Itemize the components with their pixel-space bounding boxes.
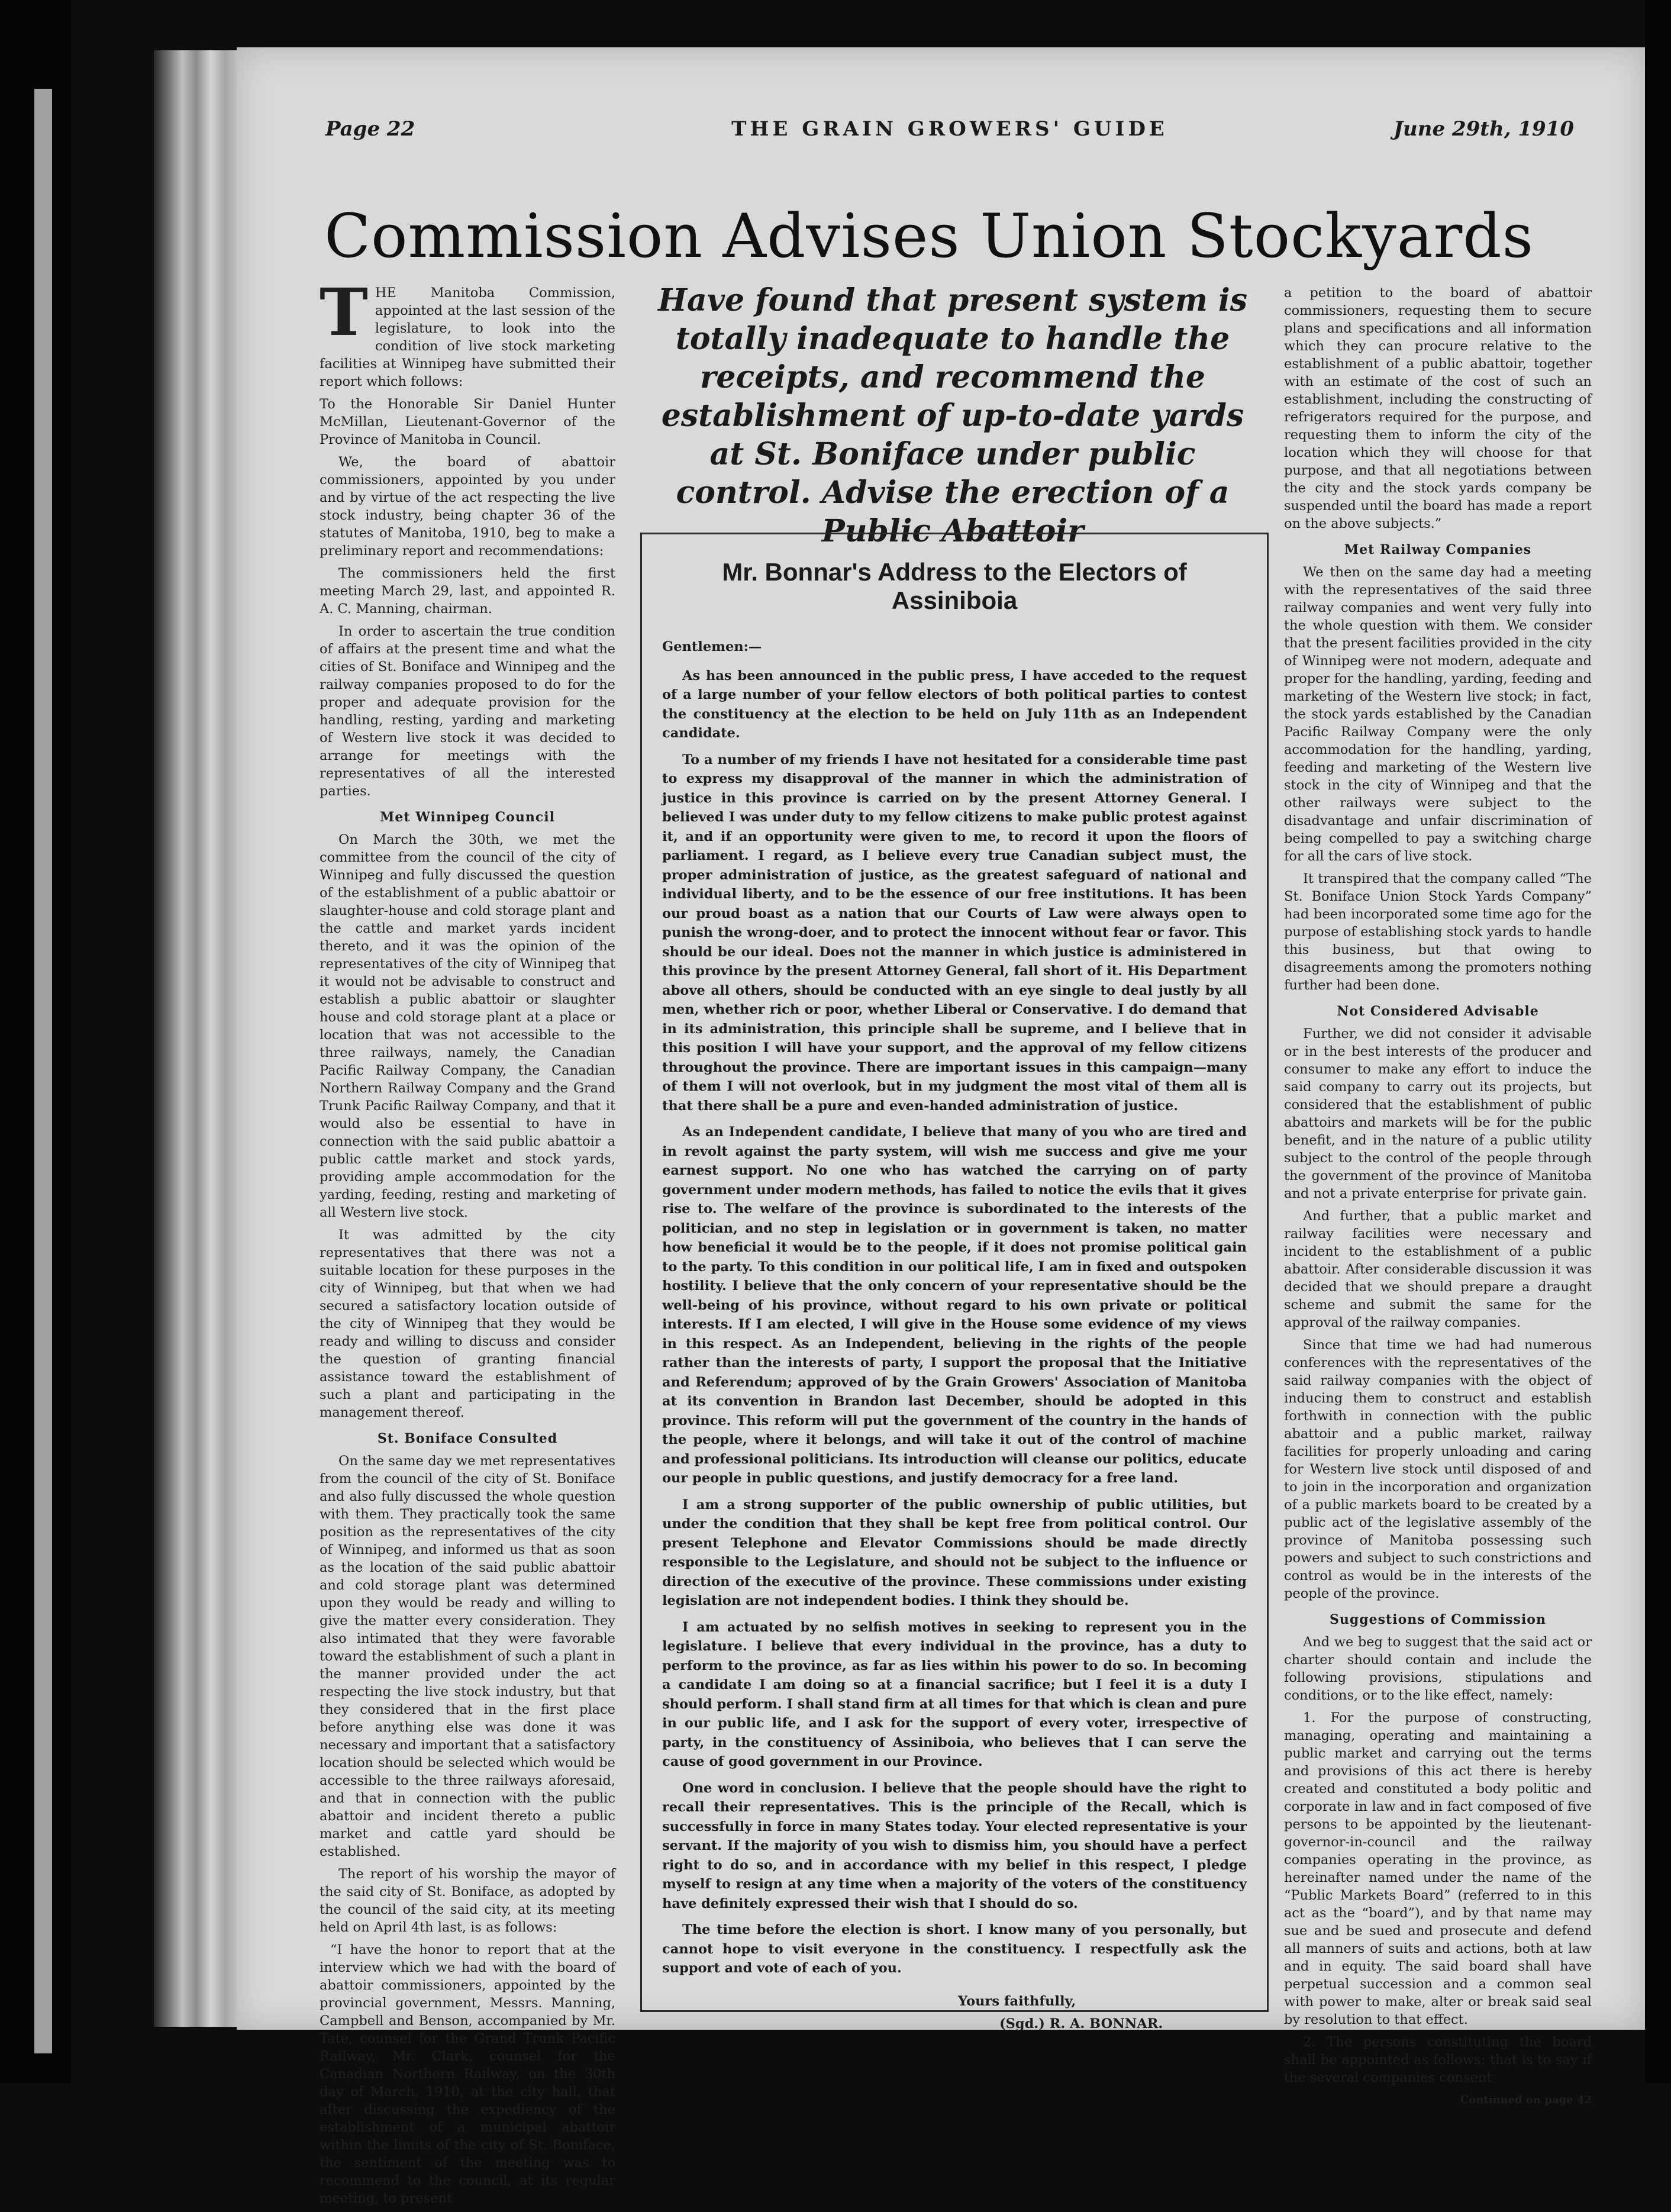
intro-paragraph: THE Manitoba Commission, appointed at the last session of the legislature, to look into the condition of live stock marketing facilities at Winnipeg have submitted their report which follows: xyxy=(320,274,615,389)
paragraph: 1. For the purpose of constructing, managing, operating and maintaining a public market and carrying out the terms and provisions of this act there is hereby created and constituted a body politic and corporate in law and in fact composed of five persons to be appointed by the lieutenant-governor-in-council and the railway companies operating in the province, as hereinafter named under the name of the “Public Markets Board” (referred to in this act as the “board”), and by that name may sue and be sued and prosecute and defend all manners of suits and actions, both at law and in equity. The said board shall have perpetual succession and a common seal with power to make, alter or break said seal by resolution to that effect. xyxy=(1284,1710,1592,2027)
paragraph: We, the board of abattoir commissioners, appointed by you under and by virtue of the act respecting the live stock industry, being chapter 36 of the statutes of Manitoba, 1910, beg to make a preliminary report and recommendations: xyxy=(320,454,615,559)
subhead-winnipeg-council: Met Winnipeg Council xyxy=(380,810,555,825)
facing-page-edge xyxy=(34,89,52,2053)
publication-name: THE GRAIN GROWERS' GUIDE xyxy=(731,117,1168,141)
drop-cap: T xyxy=(320,274,368,350)
paragraph: The commissioners held the first meeting March 29, last, and appointed R. A. C. Manning, chairman. xyxy=(320,566,615,617)
letter-signature: (Sgd.) R. A. BONNAR. xyxy=(999,2016,1163,2032)
letter-signature-block xyxy=(662,1990,1247,2035)
letter-salutation: Gentlemen:— xyxy=(662,639,762,654)
bonnar-letter-box xyxy=(640,533,1269,2032)
book-gutter xyxy=(154,50,249,2027)
quoted-report: “I have the honor to report that at the interview which we had with the board of abattoir commissioners, appointed by the provincial government, Messrs. Manning, Campbell and Benson, accompanied by Mr. Tate, counsel for the Grand Trunk Pacific Railway, Mr. Clark, counsel for the Canadian Northern Railway, on the 30th day of March, 1910, at the city hall, that after discussing the expediency of the establishment of a municipal abattoir within the limits of the city of St. Boniface, the sentiment of the meeting was to recommend to the council, at its regular meeting, to present xyxy=(320,1942,615,2206)
letter-title: Mr. Bonnar's Address to the Electors of Assiniboia xyxy=(722,558,1187,614)
subhead-st-boniface: St. Boniface Consulted xyxy=(377,1431,558,1446)
address-paragraph: To the Honorable Sir Daniel Hunter McMillan, Lieutenant-Governor of the Province of Manitoba in Council. xyxy=(320,396,615,447)
paragraph: The report of his worship the mayor of the said city of St. Boniface, as adopted by the council of the said city, at its meeting held on April 4th last, is as follows: xyxy=(320,1866,615,1935)
paragraph: 2. The persons constituting the board shall be appointed as follows: that is to say if the several companies consent xyxy=(1284,2034,1592,2085)
headline: Commission Advises Union Stockyards xyxy=(324,201,1534,272)
paragraph: On March the 30th, we met the committee from the council of the city of Winnipeg and fully discussed the question of the establishment of a public abattoir or slaughter-house and cold storage plant and the cattle and market yards incident thereto, and it was the opinion of the representatives of the city of Winnipeg that it would not be advisable to construct and establish a public abattoir or slaughter house and cold storage plant at a place or location that was not accessible to the three railways, namely, the Canadian Pacific Railway Company, the Canadian Northern Railway Company and the Grand Trunk Pacific Railway Company, and that it would also be essential to have in connection with the said public abattoir a public cattle market and stock yards, providing ample accommodation for the yarding, feeding, resting and marketing of all Western live stock. xyxy=(320,832,615,1220)
paragraph: On the same day we met representatives from the council of the city of St. Boniface and also fully discussed the whole question with them. They practically took the same position as the representatives of the city of Winnipeg, and informed us that as soon as the location of the said public abattoir and cold storage plant was determined upon they would be ready and willing to give the matter every consideration. They also intimated that they were favorable toward the establishment of such a plant in the manner provided under the act respecting the live stock industry, but that they considered that in the first place before anything else was done it was necessary and important that a satisfactory location should be selected which would be accessible to the three railways aforesaid, and that in connection with the public abattoir and incident thereto a public market and cattle yard should be established. xyxy=(320,1453,615,1859)
paragraph: It transpired that the company called “The St. Boniface Union Stock Yards Company” had been incorporated some time ago for the purpose of establishing stock yards to handle this business, but that owing to disagreements among the promoters nothing further had been done. xyxy=(1284,871,1592,993)
paragraph: Since that time we had had numerous conferences with the representatives of the said railway companies with the object of inducing them to construct and establish forthwith in connection with the public abattoir and a public market, railway facilities for properly unloading and caring for Western live stock until disposed of and to join in the incorporation and organization of a public markets board to be created by a public act of the legislative assembly of the province of Manitoba possessing such powers and subject to such constrictions and control as would be in the interests of the people of the province. xyxy=(1284,1337,1592,1601)
letter-paragraph: As has been announced in the public press, I have acceded to the request of a large number of your fellow electors of both political parties to contest the constituency at the election to be held on July 11th as an Independent candidate. xyxy=(662,668,1247,741)
letter-paragraph: As an Independent candidate, I believe that many of you who are tired and in revolt against the party system, will wish me success and give me your earnest support. No one who has watched the carrying on of party government under modern methods, has failed to notice the evils that it gives rise to. The welfare of the province is subordinated to the interests of the politician, and no step in legislation or in government is taken, no matter how beneficial it would be to the people, if it does not promise political gain to the party. To this condition in our political life, I am in fixed and outspoken hostility. I believe that the only concern of your representative should be the well-being of his province, without regard to his own private or political interests. If I am elected, I will give in the House some evidence of my views in this respect. As an Independent, believing in the rights of the people rather than the interests of party, I support the proposal that the Initiative and Referendum; approved of by the Grain Growers' Association of Manitoba at its convention in Brandon last December, should be adopted in this province. This reform will put the government of the country in the hands of the people, where it belongs, and will take it out of the control of machine and professional politicians. Its introduction will cleanse our politics, educate our people in public questions, and justify democracy for a free land. xyxy=(662,1124,1247,1486)
scan-background-right xyxy=(1645,0,1671,2083)
letter-paragraph: To a number of my friends I have not hesitated for a considerable time past to express my disapproval of the manner in which the administration of justice in this province is carried on by the present Attorney General. I believed I was under duty to my fellow citizens to make public protest against it, and if an opportunity were given to me, to record it upon the floors of parliament. I regard, as I believe every true Canadian subject must, the proper administration of justice, as the greatest safeguard of national and individual liberty, and to be the essence of our free institutions. It has been our proud boast as a nation that our Courts of Law were always open to punish the wrong-doer, and to protect the innocent without fear or favor. This should be our ideal. Does not the manner in which justice is administered in this province by the present Attorney General, fall short of it. His Department above all others, should be conducted with an eye single to deal justly by all men, whether rich or poor, whether Liberal or Conservative. I do demand that in its administration, this principle shall be supreme, and I believe that in this position I will have your support, and the approval of my fellow citizens throughout the province. There are important issues in this campaign—many of them I will not overlook, but in my judgment the most vital of them all is that there shall be a pure and even-handed administration of justice. xyxy=(662,752,1247,1114)
letter-paragraph: The time before the election is short. I know many of you personally, but cannot hope to visit everyone in the constituency. I respectfully ask the support and vote of each of you. xyxy=(662,1922,1247,1976)
letter-closing: Yours faithfully, xyxy=(958,1993,1076,2009)
page-number: Page 22 xyxy=(325,117,415,141)
letter-paragraph: One word in conclusion. I believe that the people should have the right to recall their representatives. This is the principle of the Recall, which is successfully in force in many States today. Your elected representative is your servant. If the majority of you wish to dismiss him, you should have a perfect right to do so, and in accordance with my belief in this respect, I pledge myself to resign at any time when a majority of the voters of the constituency have definitely expressed their wish that I should do so. xyxy=(662,1780,1247,1911)
subhead-railway-companies: Met Railway Companies xyxy=(1344,542,1532,557)
letter-body xyxy=(662,637,1247,2035)
letter-paragraph: I am actuated by no selfish motives in seeking to represent you in the legislature. I believe that every individual in the province, has a duty to perform to the province, as far as lies within his power to do so. In becoming a candidate I am doing so at a financial sacrifice; but I feel it is a duty I should perform. I shall stand firm at all times for that which is clean and pure in our public life, and I ask for the support of every voter, irrespective of party, in the constituency of Assiniboia, who believes that I can serve the cause of good government in our Province. xyxy=(662,1619,1247,1769)
issue-date: June 29th, 1910 xyxy=(1393,117,1574,141)
paragraph: a petition to the board of abattoir commissioners, requesting them to secure plans and specifications and all information which they can procure relative to the establishment of a public abattoir, together with an estimate of the cost of such an establishment, including the constructing of refrigerators required for the purpose, and requesting them to inform the city of the location which they will choose for that purpose, and that all negotiations between the city and the stock yards company be suspended until the board has made a report on the above subjects.” xyxy=(1284,285,1592,531)
deck-subheading: Have found that present system is totally inadequate to handle the receipts, and recommend the establishment of up-to-date yards at St. Boniface under public control. Advise the erection of a Public Abattoir xyxy=(657,282,1248,549)
paragraph: Further, we did not consider it advisable or in the best interests of the producer and consumer to make any effort to induce the said company to carry out its projects, but considered that the establishment of public abattoirs and markets will be for the public benefit, and in the nature of a public utility subject to the control of the people through the government of the province of Manitoba and not a private enterprise for private gain. xyxy=(1284,1026,1592,1201)
subhead-suggestions: Suggestions of Commission xyxy=(1330,1612,1546,1627)
paragraph: And further, that a public market and railway facilities were necessary and incident to the establishment of a public abattoir. After considerable discussion it was decided that we should prepare a draught scheme and submit the same for the approval of the railway companies. xyxy=(1284,1208,1592,1330)
continued-notice: Continued on page 42 xyxy=(1460,2094,1592,2106)
right-column xyxy=(1284,284,1592,2109)
paragraph: It was admitted by the city representatives that there was not a suitable location for these purposes in the city of Winnipeg, but that when we had secured a satisfactory location outside of the city of Winnipeg that they would be ready and willing to discuss and consider the question of granting financial assistance toward the establishment of such a plant and participating in the management thereof. xyxy=(320,1227,615,1420)
running-head xyxy=(325,117,1574,153)
newspaper-page xyxy=(237,47,1645,2206)
paragraph: In order to ascertain the true condition of affairs at the present time and what the cities of St. Boniface and Winnipeg and the railway companies proposed to do for the proper and adequate provision for the handling, resting, yarding and marketing of Western live stock it was decided to arrange for meetings with the representatives of all the interested parties. xyxy=(320,624,615,799)
subhead-not-advisable: Not Considered Advisable xyxy=(1337,1004,1539,1019)
letter-paragraph: I am a strong supporter of the public ownership of public utilities, but under the condition that they shall be kept free from political control. Our present Telephone and Elevator Commissions should be made directly responsible to the Legislature, and should not be subject to the influence or direction of the executive of the province. These commissions under existing legislation are not independent bodies. I think they should be. xyxy=(662,1497,1247,1608)
paragraph: We then on the same day had a meeting with the representatives of the said three railway companies and went very fully into the whole question with them. We consider that the present facilities provided in the city of Winnipeg were not modern, adequate and proper for the handling, yarding, feeding and marketing of the Western live stock; in fact, the stock yards established by the Canadian Pacific Railway Company were the only accommodation for the handling, yarding, feeding and marketing of the Western live stock in the city of Winnipeg and that the other railways were subject to the disadvantage and unfair discrimination of being compelled to pay a switching charge for all the cars of live stock. xyxy=(1284,565,1592,864)
left-column xyxy=(320,274,615,2212)
paragraph: And we beg to suggest that the said act or charter should contain and include the following provisions, stipulations and conditions, or to the like effect, namely: xyxy=(1284,1634,1592,1703)
